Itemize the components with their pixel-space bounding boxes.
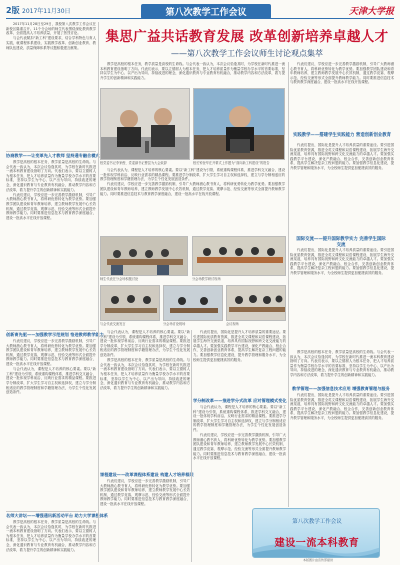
lead-paragraph: 教学是高校的根本任务，教学质量是高校的生命线。与会代表一致认为，本次会议恰逢其时，为学校在新时代推进一流本科教育建设指明了方向。代表们表示，要以立德树人为根本任务，把人才培养质量作为衡量学校办学水平的首要标准，坚持以学生为中心、以产出为导向、持续改进的理念，深化通识教育与专业教育有机融合，推动教学内容和方法改革，着力提升学生的创新精神和实践能力。 <box>100 62 285 80</box>
newspaper-logo: 天津大学报 <box>348 7 394 17</box>
photo-discussion-2 <box>192 236 286 276</box>
lower-right-paragraph: 教学是高校的根本任务，教学质量是高校的生命线。与会代表一致认为，本次会议恰逢其时，为学校在新时代推进一流本科教育建设指明了方向。代表们表示，要以立德树人为根本任务，把人才培养质量作为衡量学校办学水平的首要标准，坚持以学生为中心、以产出为导向、持续改进的理念，深化通识教育与专业教育有机融合，推动教学内容和方法改革，着力提升学生的创新精神和实践能力。 <box>290 350 394 377</box>
photo-session-2 <box>163 285 223 321</box>
lower-center-text-1 <box>100 330 190 470</box>
lower-center-paragraph: 教学是高校的根本任务，教学质量是高校的生命线。与会代表一致认为，本次会议恰逢其时，为学校在新时代推进一流本科教育建设指明了方向。代表们表示，要以立德树人为根本任务，把人才培养质量作为衡量学校办学水平的首要标准，坚持以学生为中心、以产出为导向、持续改进的理念，深化通识教育与专业教育有机融合，推动教学内容和方法改革，着力提升学生的创新精神和实践能力。 <box>100 358 190 390</box>
teaching-paragraph: 与会代表认为，课程是人才培养的核心要素。要以“新工科”建设为引领，系统重构课程体系，推进学科交叉融合，建设一批体现学科前沿、反映行业需求的精品课程。要推进学分制改革，扩大学生学习自主权和选择权，建立与学分制相适应的教学管理制度和学籍管理办法，为学生个性化发展创造条件。 <box>6 367 96 395</box>
international-paragraph: 代表们提出，国际化是提升人才培养质量的重要途径。要引进国际优质教育资源，推进全英文课程和双语课程建设，拓展学生海外交流渠道，培养具有国际视野和跨文化交流能力的卓越人才。要加强实践教学平台建设，深化产教融合、校企合作，完善创新创业教育体系，提高学生解决复杂工程问题的能力。要加强教学信息化建设，提升教学管理和服务水平，为全校师生提供更加便捷高效的服务。 <box>290 248 394 275</box>
caption-session-3: 会议现场 <box>226 322 239 326</box>
section-title: 第八次教学工作会议 <box>141 4 271 19</box>
section-heading-international: 国际交流——提升国际教学实力 完善学生国际交流 <box>296 237 386 248</box>
reform-paragraph: 教学是高校的根本任务，教学质量是高校的生命线。与会代表一致认为，本次会议恰逢其时，为学校在新时代推进一流本科教育建设指明了方向。代表们表示，要以立德树人为根本任务，把人才培养质量作为衡量学校办学水平的首要标准，坚持以学生为中心、以产出为导向、持续改进的理念，深化通识教育与专业教育有机融合，推动教学内容和方法改革，着力提升学生的创新精神和实践能力。 <box>6 160 96 192</box>
main-headline: 集思广益共话教育发展 改革创新培养卓越人才 <box>105 29 389 45</box>
section-heading-teaching: 创新育先驱——加强教学示范规划 恪进教师教学能力 <box>6 332 104 337</box>
forum-text <box>6 520 96 562</box>
teaching-paragraph: 代表们建议，学校应进一步完善教学激励机制，引导广大教师潜心教书育人，将科研优势转化为教学优势。要加强教学团队建设和青年教师培养，建立教师教学发展中心长效机制，通过教学竞赛、观摩示范、经验交流等形式全面提升教师教学能力。同时要推进信息技术与教育教学深度融合，建设一批高水平在线开放课程。 <box>6 339 96 366</box>
section-heading-curriculum: 课程建设——改革课程体系建设 构建人才培养框架 <box>100 472 194 477</box>
column-rule <box>98 22 99 562</box>
divider <box>6 511 96 512</box>
center-text <box>100 168 285 230</box>
section-heading-credit: 学分制改革——推进学分式改革 应对管理模式变化 <box>193 398 287 403</box>
conference-banner <box>252 508 380 558</box>
photo-discussion-1 <box>100 236 188 276</box>
caption-session-2: 分会场讨论现场 <box>163 322 186 326</box>
intro-paragraph: 2017年11月28日至29日，我校第八次教学工作会议在新校区隆重召开。11个分会场的师生代表围绕深化教育教学改革、全面提高人才培养质量，开展了热烈讨论。 <box>6 22 96 36</box>
lower-right-text-1 <box>290 350 394 384</box>
caption-president: 校长钟登华在开幕式上作题为“面向新工科建设”的报告 <box>193 161 270 165</box>
management-text <box>290 393 394 505</box>
caption-discussion-1: 师生代表在分会场积极讨论 <box>100 277 139 281</box>
photo-credit: 本版图片由宣传部提供 <box>302 558 333 562</box>
caption-discussion-2: 分会场教学研讨现场 <box>192 277 221 281</box>
caption-session-1: 与会代表交流发言 <box>100 322 126 326</box>
banner-slogan: 建设一流本科教育 <box>274 538 360 549</box>
teaching-text <box>6 339 96 509</box>
reform-paragraph: 代表们建议，学校应进一步完善教学激励机制，引导广大教师潜心教书育人，将科研优势转化为教学优势。要加强教学团队建设和青年教师培养，建立教师教学发展中心长效机制，通过教学竞赛、观摩示范、经验交流等形式全面提升教师教学能力。同时要推进信息技术与教育教学深度融合，建设一批高水平在线开放课程。 <box>6 192 96 220</box>
banner-title: 第八次教学工作会议 <box>292 519 342 525</box>
lower-center-paragraph: 与会代表认为，课程是人才培养的核心要素。要以“新工科”建设为引领，系统重构课程体系，推进学科交叉融合，建设一批体现学科前沿、反映行业需求的精品课程。要推进学分制改革，扩大学生学习自主权和选择权，建立与学分制相适应的教学管理制度和学籍管理办法，为学生个性化发展创造条件。 <box>100 330 190 357</box>
issue-date: 2017年11月30日 <box>22 8 71 15</box>
masthead-rule <box>6 18 394 19</box>
section-heading-forum: 名师大讲坛——增强通讯新活动平台 助力大学课程体系 <box>6 513 108 518</box>
management-paragraph: 代表们提出，国际化是提升人才培养质量的重要途径。要引进国际优质教育资源，推进全英文课程和双语课程建设，拓展学生海外交流渠道，培养具有国际视野和跨文化交流能力的卓越人才。要加强实践教学平台建设，深化产教融合、校企合作，完善创新创业教育体系，提高学生解决复杂工程问题的能力。要加强教学信息化建设，提升教学管理和服务水平，为全校师生提供更加便捷高效的服务。 <box>290 393 394 420</box>
credit-paragraph: 代表们建议，学校应进一步完善教学激励机制，引导广大教师潜心教书育人，将科研优势转化为教学优势。要加强教学团队建设和青年教师培养，建立教师教学发展中心长效机制，通过教学竞赛、观摩示范、经验交流等形式全面提升教师教学能力。同时要推进信息技术与教育教学深度融合，建设一批高水平在线开放课程。 <box>193 433 286 461</box>
photo-session-1 <box>100 285 160 321</box>
section-heading-practice: 实践教学——搭建学生实践能力 营造创新创业教育 <box>292 133 392 138</box>
center-paragraph: 代表们建议，学校应进一步完善教学激励机制，引导广大教师潜心教书育人，将科研优势转化为教学优势。要加强教学团队建设和青年教师培养，建立教师教学发展中心长效机制，通过教学竞赛、观摩示范、经验交流等形式全面提升教师教学能力。同时要推进信息技术与教育教学深度融合，建设一批高水平在线开放课程。 <box>100 182 285 196</box>
photo-session-3 <box>226 285 286 321</box>
international-text <box>290 248 394 348</box>
right-top-paragraph: 代表们建议，学校应进一步完善教学激励机制，引导广大教师潜心教书育人，将科研优势转化为教学优势。要加强教学团队建设和青年教师培养，建立教师教学发展中心长效机制，通过教学竞赛、观摩示范、经验交流等形式全面提升教师教学能力。同时要推进信息技术与教育教学深度融合，建设一批高水平在线开放课程。 <box>290 62 394 85</box>
divider <box>6 151 96 152</box>
lower-center-text-2 <box>193 330 286 396</box>
practice-text <box>290 143 394 223</box>
caption-speakers: 校党委书记李家俊、党委副书记曹昆为大会致辞 <box>100 161 167 165</box>
divider <box>6 330 96 331</box>
sub-headline: ——第八次教学工作会议师生讨论观点集萃 <box>171 49 323 58</box>
page-number: 2版 <box>6 6 20 15</box>
center-paragraph: 与会代表认为，课程是人才培养的核心要素。要以“新工科”建设为引领，系统重构课程体系，推进学科交叉融合，建设一批体现学科前沿、反映行业需求的精品课程。要推进学分制改革，扩大学生学习自主权和选择权，建立与学分制相适应的教学管理制度和学籍管理办法，为学生个性化发展创造条件。 <box>100 168 285 182</box>
curriculum-paragraph: 代表们建议，学校应进一步完善教学激励机制，引导广大教师潜心教书育人，将科研优势转化为教学优势。要加强教学团队建设和青年教师培养，建立教师教学发展中心长效机制，通过教学竞赛、观摩示范、经验交流等形式全面提升教师教学能力。同时要推进信息技术与教育教学深度融合，建设一批高水平在线开放课程。 <box>100 479 190 506</box>
photo-speakers <box>100 88 190 160</box>
lower-center-paragraph: 代表们提出，国际化是提升人才培养质量的重要途径。要引进国际优质教育资源，推进全英文课程和双语课程建设，拓展学生海外交流渠道，培养具有国际视野和跨文化交流能力的卓越人才。要加强实践教学平台建设，深化产教融合、校企合作，完善创新创业教育体系，提高学生解决复杂工程问题的能力。要加强教学信息化建设，提升教学管理和服务水平，为全校师生提供更加便捷高效的服务。 <box>193 330 286 362</box>
intro-text <box>6 22 96 148</box>
section-heading-reform: 协商教学——让变革先入才教师 坚持通专融合模式 <box>6 153 100 158</box>
masthead <box>6 4 394 18</box>
column-rule <box>288 62 289 507</box>
curriculum-text <box>100 479 190 561</box>
reform-text <box>6 160 96 328</box>
section-heading-management: 教学管理——加强信息技术应用 增强教育管理与服务 <box>292 386 390 391</box>
forum-paragraph: 教学是高校的根本任务，教学质量是高校的生命线。与会代表一致认为，本次会议恰逢其时，为学校在新时代推进一流本科教育建设指明了方向。代表们表示，要以立德树人为根本任务，把人才培养质量作为衡量学校办学水平的首要标准，坚持以学生为中心、以产出为导向、持续改进的理念，深化通识教育与专业教育有机融合，推动教学内容和方法改革，着力提升学生的创新精神和实践能力。 <box>6 520 96 552</box>
intro-paragraph: 与会代表紧扣“新工科”建设要求，结合学科特色与育人实践，就课程体系建设、实践教学改革、创新创业教育、教师队伍建设、质量保障体系等议题积极建言献策。 <box>6 36 96 50</box>
practice-paragraph: 代表们提出，国际化是提升人才培养质量的重要途径。要引进国际优质教育资源，推进全英文课程和双语课程建设，拓展学生海外交流渠道，培养具有国际视野和跨文化交流能力的卓越人才。要加强实践教学平台建设，深化产教融合、校企合作，完善创新创业教育体系，提高学生解决复杂工程问题的能力。要加强教学信息化建设，提升教学管理和服务水平，为全校师生提供更加便捷高效的服务。 <box>290 143 394 170</box>
lead-text <box>100 62 285 86</box>
photo-president-speech <box>193 88 285 160</box>
credit-paragraph: 与会代表认为，课程是人才培养的核心要素。要以“新工科”建设为引领，系统重构课程体系，推进学科交叉融合，建设一批体现学科前沿、反映行业需求的精品课程。要推进学分制改革，扩大学生学习自主权和选择权，建立与学分制相适应的教学管理制度和学籍管理办法，为学生个性化发展创造条件。 <box>193 405 286 432</box>
column-rule <box>191 330 192 562</box>
